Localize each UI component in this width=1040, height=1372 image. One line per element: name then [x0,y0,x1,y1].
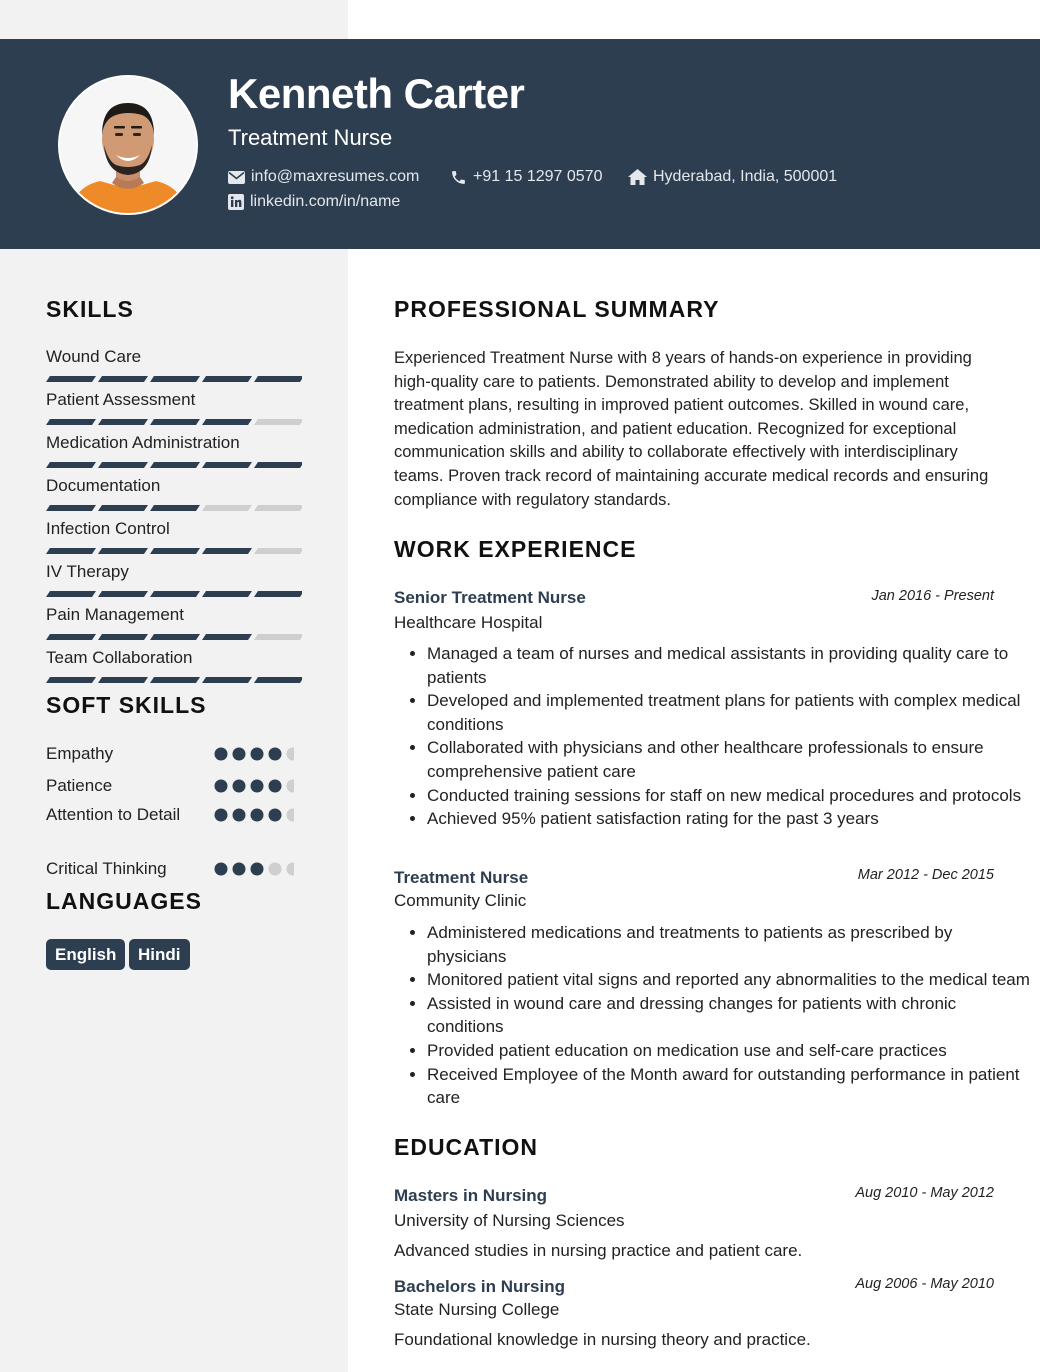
skill-level-segment [46,634,96,640]
phone-icon [450,169,467,186]
language-badge: Hindi [129,939,190,970]
rating-dot [215,780,228,793]
job-date: Jan 2016 - Present [871,588,994,604]
skill-name: Wound Care [46,347,142,366]
list-item: • Provided patient education on medication use and self-care practices [427,1039,1033,1063]
skill-level-segment [98,376,148,382]
skill-level-segment [254,591,302,597]
skill-level-segment [202,419,252,425]
skill-level-segment [202,376,252,382]
contact-email[interactable] [228,168,419,186]
skill-level-segment [150,462,200,468]
skill-level-bar [46,634,302,640]
contact-location [628,168,837,186]
education-heading: EDUCATION [394,1134,539,1160]
skill-level-segment [150,591,200,597]
skill-name: Team Collaboration [46,648,193,667]
list-item: • Achieved 95% patient satisfaction rating for the past 3 years [427,807,1033,831]
degree-description: Advanced studies in nursing practice and patient care. [394,1241,803,1260]
list-item: • Conducted training sessions for staff on new medical procedures and protocols [427,784,1033,808]
skill-level-segment [98,419,148,425]
skill-level-segment [98,591,148,597]
rating-dot [287,809,295,822]
rating-dot [233,809,246,822]
skill-level-segment [254,548,302,554]
job-bullets [394,642,1033,831]
rating-dot [215,809,228,822]
rating-dot [269,748,282,761]
job-title: Treatment Nurse [228,125,393,150]
skill-level-segment [98,505,148,511]
skill-name: IV Therapy [46,562,129,581]
location-text: Hyderabad, India, 500001 [653,168,838,185]
list-item: • Administered medications and treatments to patients as prescribed by physicians [427,921,1033,968]
list-item: • Monitored patient vital signs and reported any abnormalities to the medical team [427,968,1033,992]
email-text: info@maxresumes.com [251,168,420,185]
soft-skill-rating [214,862,294,876]
rating-dot [269,863,282,876]
home-icon [628,169,647,185]
degree-title: Bachelors in Nursing [394,1277,565,1296]
soft-skills-heading: SOFT SKILLS [46,692,207,718]
summary-text: Experienced Treatment Nurse with 8 years of hands-on experience in providing high-quality care to patients. Demonstrated ability to develop and implement treatment plans, resulting in improved patient outcomes. Skilled in wound care, medication administration, and patient education. Recognized for exceptional communication skills and ability to collaborate effectively with interdisciplinary teams. Proven track record of maintaining accurate medical records and ensuring compliance with regulatory standards. [394,349,989,509]
rating-dot [215,863,228,876]
skill-level-segment [46,548,96,554]
skill-name: Documentation [46,476,161,495]
skill-level-segment [202,677,252,683]
rating-dot [233,780,246,793]
skill-level-segment [202,505,252,511]
skill-name: Medication Administration [46,433,240,452]
rating-dot [251,780,264,793]
list-item: • Managed a team of nurses and medical assistants in providing quality care to patients [427,642,1033,689]
skill-name: Patient Assessment [46,390,196,409]
skill-level-segment [254,634,302,640]
school-name: University of Nursing Sciences [394,1211,625,1230]
rating-dot [287,748,295,761]
skill-level-segment [46,591,96,597]
school-name: State Nursing College [394,1300,560,1319]
envelope-icon [228,171,245,184]
job-role: Senior Treatment Nurse [394,588,586,607]
job-organization: Community Clinic [394,891,527,910]
rating-dot [215,748,228,761]
rating-dot [251,809,264,822]
skill-level-segment [98,462,148,468]
skill-level-bar [46,505,302,511]
contact-phone[interactable] [450,168,602,186]
skill-level-segment [46,505,96,511]
skill-level-segment [46,419,96,425]
skill-name: Infection Control [46,519,170,538]
skill-level-segment [202,591,252,597]
profile-photo [58,75,198,215]
skill-name: Pain Management [46,605,184,624]
skill-level-segment [150,548,200,554]
rating-dot [287,780,295,793]
rating-dot [269,780,282,793]
skills-heading: SKILLS [46,296,134,322]
list-item: • Received Employee of the Month award for outstanding performance in patient care [427,1063,1033,1110]
degree-date: Aug 2010 - May 2012 [855,1185,994,1201]
phone-text: +91 15 1297 0570 [473,168,603,185]
soft-skill-name: Patience [46,776,113,795]
degree-date: Aug 2006 - May 2010 [855,1276,994,1292]
skill-level-segment [254,376,302,382]
degree-description: Foundational knowledge in nursing theory and practice. [394,1330,811,1349]
job-organization: Healthcare Hospital [394,613,543,632]
job-role: Treatment Nurse [394,868,529,887]
skill-level-bar [46,591,302,597]
job-date: Mar 2012 - Dec 2015 [857,867,994,883]
rating-dot [233,863,246,876]
skill-level-bar [46,462,302,468]
skill-level-bar [46,419,302,425]
soft-skill-rating [214,747,294,761]
linkedin-text: linkedin.com/in/name [250,193,401,210]
skill-level-segment [202,634,252,640]
soft-skill-name: Critical Thinking [46,859,167,878]
rating-dot [251,863,264,876]
skill-level-bar [46,376,302,382]
candidate-name: Kenneth Carter [228,70,525,117]
rating-dot [269,809,282,822]
experience-heading: WORK EXPERIENCE [394,536,637,562]
skill-level-segment [98,548,148,554]
soft-skill-name: Attention to Detail [46,805,181,824]
skill-level-segment [150,419,200,425]
degree-title: Masters in Nursing [394,1186,548,1205]
skill-level-segment [202,462,252,468]
skill-level-segment [98,677,148,683]
person-avatar-icon [60,77,196,213]
languages-heading: LANGUAGES [46,888,202,914]
skill-level-segment [46,376,96,382]
language-badge: English [46,939,125,970]
list-item: • Assisted in wound care and dressing changes for patients with chronic conditions [427,992,1033,1039]
rating-dot [233,748,246,761]
skill-level-segment [254,462,302,468]
skill-level-bar [46,548,302,554]
soft-skill-rating [214,779,294,793]
skill-level-segment [150,677,200,683]
skill-level-segment [150,634,200,640]
rating-dot [287,863,295,876]
skill-level-segment [254,419,302,425]
skill-level-segment [150,376,200,382]
summary-heading: PROFESSIONAL SUMMARY [394,296,720,322]
job-bullets [394,921,1033,1110]
skill-level-segment [150,505,200,511]
list-item: • Developed and implemented treatment plans for patients with complex medical conditions [427,689,1033,736]
contact-linkedin[interactable] [228,193,400,211]
soft-skill-name: Empathy [46,744,114,763]
list-item: • Collaborated with physicians and other healthcare professionals to ensure comprehensive patient care [427,736,1033,783]
rating-dot [251,748,264,761]
skill-level-segment [202,548,252,554]
skill-level-segment [254,677,302,683]
skill-level-segment [254,505,302,511]
skill-level-segment [46,462,96,468]
linkedin-icon [228,194,244,210]
skill-level-bar [46,677,302,683]
skill-level-segment [46,677,96,683]
soft-skill-rating [214,808,294,822]
skill-level-segment [98,634,148,640]
